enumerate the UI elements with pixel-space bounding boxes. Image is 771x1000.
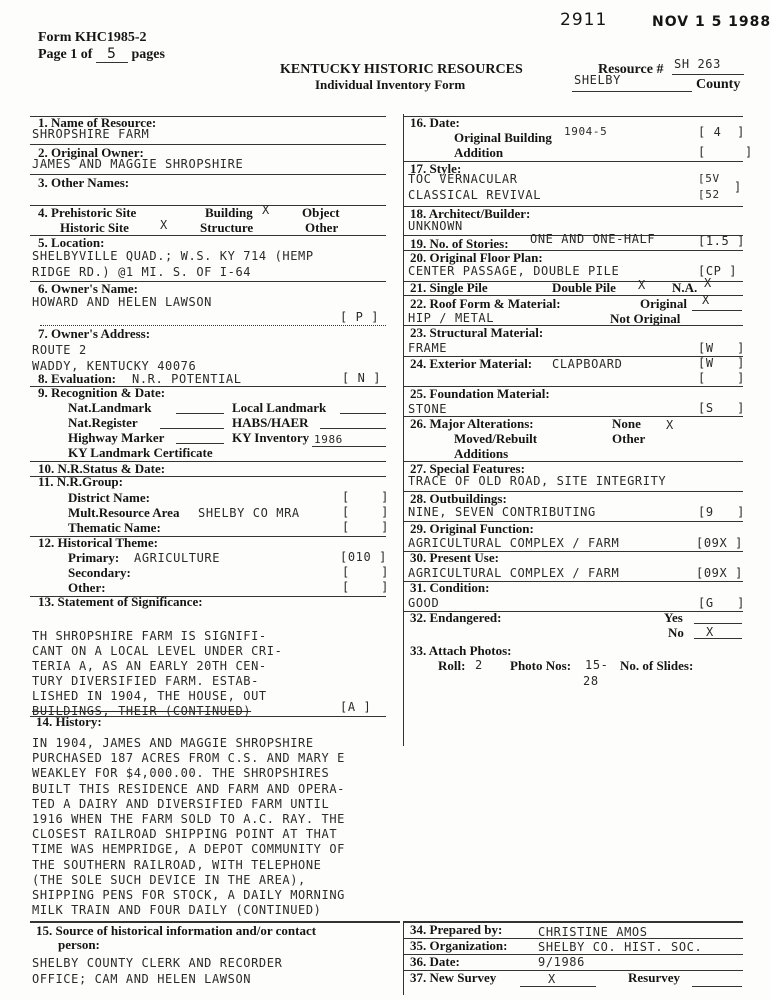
roof-original-mark: X [702, 293, 710, 307]
field-14-label: 14. History: [36, 714, 102, 729]
history-line: PURCHASED 187 ACRES FROM C.S. AND MARY E [32, 751, 345, 766]
stories-value: ONE AND ONE-HALF [530, 232, 656, 246]
photo-nos-label: Photo Nos: [510, 658, 572, 673]
field-22-label: 22. Roof Form & Material: [410, 296, 561, 311]
history-line: MILK TRAIN AND FOUR DAILY (CONTINUED) [32, 903, 322, 918]
field-11-label: 11. N.R.Group: [38, 474, 123, 489]
foundation-value: STONE [408, 402, 448, 416]
history-line: SHIPPING PENS FOR STOCK, A DAILY MORNING [32, 888, 345, 903]
highway-marker-label: Highway Marker [68, 430, 165, 445]
photo-nos-value-2: 28 [583, 674, 599, 688]
structure-label: Structure [200, 220, 254, 235]
resource-number: SH 263 [674, 57, 721, 71]
style-code-1: [5V [698, 172, 720, 185]
roll-label: Roll: [438, 658, 466, 673]
resource-name: SHROPSHIRE FARM [32, 127, 150, 141]
history-line: TIME WAS HEMPRIDGE, A DEPOT COMMUNITY OF [32, 842, 345, 857]
location-line-1: SHELBYVILLE QUAD.; W.S. KY 714 (HEMP [32, 249, 314, 263]
field-24-label: 24. Exterior Material: [410, 356, 533, 371]
na-mark: X [704, 276, 712, 290]
original-building-label: Original Building [454, 130, 552, 145]
field-9-label: 9. Recognition & Date: [38, 385, 166, 400]
new-survey-mark: X [548, 972, 556, 986]
condition-value: GOOD [408, 596, 440, 610]
significance-line: TERIA A, AS AN EARLY 20TH CEN- [32, 659, 267, 673]
page-total: 5 [96, 46, 128, 63]
exterior-code: [W ] [698, 356, 745, 370]
endangered-no-label: No [668, 625, 684, 640]
alterations-none-label: None [612, 416, 641, 431]
original-function-code: [09X ] [696, 536, 743, 550]
primary-theme-code: [010 ] [340, 550, 387, 564]
owner-name: HOWARD AND HELEN LAWSON [32, 295, 212, 309]
field-35-label: 35. Organization: [410, 938, 508, 953]
slides-label: No. of Slides: [620, 658, 694, 673]
condition-code: [G ] [698, 596, 745, 610]
field-27-label: 27. Special Features: [410, 461, 525, 476]
field-25-label: 25. Foundation Material: [410, 386, 550, 401]
special-features-value: TRACE OF OLD ROAD, SITE INTEGRITY [408, 474, 667, 488]
significance-line: BUILDINGS, THEIR (CONTINUED) [32, 704, 252, 718]
new-survey-label: 37. New Survey [410, 970, 497, 985]
form-id: Form KHC1985-2 [38, 30, 147, 45]
field-30-label: 30. Present Use: [410, 550, 499, 565]
roof-original-label: Original [640, 296, 687, 311]
field-2-label: 2. Original Owner: [38, 145, 144, 160]
history-line: 1916 WHEN THE FARM SOLD TO A.C. RAY. THE [32, 812, 345, 827]
addition-code: [ ] [698, 145, 753, 159]
field-26-label: 26. Major Alterations: [410, 416, 534, 431]
source-line-1: SHELBY COUNTY CLERK AND RECORDER [32, 956, 283, 970]
foundation-code: [S ] [698, 401, 745, 415]
object-label: Object [302, 205, 340, 220]
primary-theme-value: AGRICULTURE [134, 551, 221, 565]
na-label: N.A. [672, 280, 698, 295]
county-label: County [696, 77, 741, 92]
endangered-no-mark: X [706, 625, 714, 639]
present-use-value: AGRICULTURAL COMPLEX / FARM [408, 566, 620, 580]
field-13-label: 13. Statement of Significance: [38, 594, 203, 609]
local-landmark-label: Local Landmark [232, 400, 327, 415]
field-1-label: 1. Name of Resource: [38, 115, 157, 130]
field-20-label: 20. Original Floor Plan: [410, 250, 543, 265]
history-text [32, 736, 412, 918]
ky-inventory-label: KY Inventory [232, 430, 310, 445]
original-owner: JAMES AND MAGGIE SHROPSHIRE [32, 157, 244, 171]
thematic-code: [ ] [342, 520, 389, 534]
original-function-value: AGRICULTURAL COMPLEX / FARM [408, 536, 620, 550]
other-theme-code: [ ] [342, 580, 389, 594]
primary-theme-label: Primary: [68, 550, 120, 565]
ky-landmark-label: KY Landmark Certificate [68, 445, 213, 460]
history-line: (THE SOLE SUCH DEVICE IN THE AREA), [32, 872, 306, 887]
field-5-label: 5. Location: [38, 235, 105, 250]
history-line: BUILT THIS RESIDENCE AND FARM AND OPERA- [32, 781, 345, 796]
significance-line: TH SHROPSHIRE FARM IS SIGNIFI- [32, 629, 267, 643]
field-6-label: 6. Owner's Name: [38, 281, 139, 296]
double-pile-label: Double Pile [552, 280, 616, 295]
field-19-label: 19. No. of Stories: [410, 236, 509, 251]
historic-site-mark: X [160, 218, 168, 232]
outbuildings-value: NINE, SEVEN CONTRIBUTING [408, 505, 596, 519]
field-16-label: 16. Date: [410, 115, 460, 130]
field-10-label: 10. N.R.Status & Date: [38, 461, 166, 476]
field-32-label: 32. Endangered: [410, 610, 502, 625]
evaluation-code: [ N ] [342, 371, 382, 385]
field-8-label: 8. Evaluation: [38, 371, 117, 386]
field-29-label: 29. Original Function: [410, 521, 534, 536]
significance-code: [A ] [340, 700, 372, 714]
owner-code: [ P ] [340, 310, 380, 324]
nat-landmark-label: Nat.Landmark [68, 400, 152, 415]
architect-value: UNKNOWN [408, 219, 463, 233]
location-line-2: RIDGE RD.) @1 MI. S. OF I-64 [32, 265, 252, 279]
ky-inventory-value: 1986 [314, 433, 343, 446]
county-value: SHELBY [574, 73, 621, 87]
habs-haer-label: HABS/HAER [232, 415, 309, 430]
additions-label: Additions [454, 446, 509, 461]
alterations-other-mark: X [666, 418, 674, 432]
form-title: KENTUCKY HISTORIC RESOURCES [280, 62, 523, 77]
prepared-by-value: CHRISTINE AMOS [538, 925, 648, 939]
field-18-label: 18. Architect/Builder: [410, 206, 531, 221]
prehistoric-site-label: 4. Prehistoric Site [38, 205, 137, 220]
style-code-2: [52 [698, 188, 720, 201]
significance-line: LISHED IN 1904, THE HOUSE, OUT [32, 689, 267, 703]
style-line-2: CLASSICAL REVIVAL [408, 188, 542, 202]
other-theme-label: Other: [68, 580, 106, 595]
structural-value: FRAME [408, 341, 448, 355]
nat-register-label: Nat.Register [68, 415, 138, 430]
history-line: THE SOUTHERN RAILROAD, WITH TELEPHONE [32, 857, 322, 872]
page-count: Page 1 of 5 pages [38, 46, 165, 62]
evaluation-value: N.R. POTENTIAL [132, 372, 242, 386]
significance-line: TURY DIVERSIFIED FARM. ESTAB- [32, 674, 259, 688]
endangered-yes-label: Yes [664, 610, 683, 625]
history-line: WEAKLEY FOR $4,000.00. THE SHROPSHIRES [32, 766, 330, 781]
field-36-label: 36. Date: [410, 954, 460, 969]
form-subtitle: Individual Inventory Form [315, 77, 466, 92]
thematic-name-label: Thematic Name: [68, 520, 161, 535]
single-pile-label: 21. Single Pile [410, 280, 488, 295]
field-31-label: 31. Condition: [410, 580, 490, 595]
exterior-code-2: [ ] [698, 371, 745, 385]
mult-resource-value: SHELBY CO MRA [198, 506, 300, 520]
exterior-value: CLAPBOARD [552, 357, 623, 371]
handwritten-number: 2911 [560, 10, 608, 30]
prepared-date-value: 9/1986 [538, 955, 585, 969]
style-code-bracket: ] [734, 180, 742, 194]
source-line-2: OFFICE; CAM AND HELEN LAWSON [32, 972, 252, 986]
roof-not-original-label: Not Original [610, 311, 681, 326]
received-date-stamp: NOV 1 5 1988 [652, 14, 771, 30]
history-line: CLOSEST RAILROAD SHIPPING POINT AT THAT [32, 827, 338, 842]
district-name-label: District Name: [68, 490, 150, 505]
field-33-label: 33. Attach Photos: [410, 643, 512, 658]
field-34-label: 34. Prepared by: [410, 922, 503, 937]
history-line: IN 1904, JAMES AND MAGGIE SHROPSHIRE [32, 736, 314, 750]
field-12-label: 12. Historical Theme: [38, 535, 158, 550]
field-7-label: 7. Owner's Address: [38, 326, 151, 341]
significance-line: CANT ON A LOCAL LEVEL UNDER CRI- [32, 644, 283, 658]
roll-value: 2 [475, 658, 483, 672]
floor-plan-value: CENTER PASSAGE, DOUBLE PILE [408, 264, 620, 278]
outbuildings-code: [9 ] [698, 505, 745, 519]
roof-value: HIP / METAL [408, 311, 495, 325]
field-15-label: 15. Source of historical information and/or contact [36, 923, 317, 938]
field-23-label: 23. Structural Material: [410, 325, 544, 340]
owner-address-line-1: ROUTE 2 [32, 343, 87, 357]
history-line: TED A DAIRY AND DIVERSIFIED FARM UNTIL [32, 796, 330, 811]
style-line-1: TOC VERNACULAR [408, 172, 518, 186]
secondary-theme-code: [ ] [342, 565, 389, 579]
original-building-value: 1904-5 [564, 125, 608, 138]
mult-resource-label: Mult.Resource Area [68, 505, 180, 520]
addition-label: Addition [454, 145, 504, 160]
other-label: Other [305, 220, 339, 235]
double-pile-mark: X [638, 278, 646, 292]
mult-resource-code: [ ] [342, 505, 389, 519]
secondary-theme-label: Secondary: [68, 565, 131, 580]
photo-nos-value: 15- [585, 658, 609, 672]
resurvey-label: Resurvey [628, 970, 680, 985]
field-15-label-person: person: [58, 937, 100, 952]
alterations-other-label: Other [612, 431, 646, 446]
building-mark: X [262, 203, 270, 217]
historic-site-label: Historic Site [60, 220, 129, 235]
building-label: Building [205, 205, 253, 220]
stories-code: [1.5 ] [698, 234, 745, 248]
original-building-code: [ 4 ] [698, 125, 745, 139]
structural-code: [W ] [698, 341, 745, 355]
moved-rebuilt-label: Moved/Rebuilt [454, 431, 538, 446]
owner-address-line-2: WADDY, KENTUCKY 40076 [32, 359, 197, 373]
floor-plan-code: [CP ] [698, 264, 738, 278]
field-17-label: 17. Style: [410, 161, 462, 176]
resource-label: Resource # [598, 62, 664, 77]
present-use-code: [09X ] [696, 566, 743, 580]
field-28-label: 28. Outbuildings: [410, 491, 507, 506]
organization-value: SHELBY CO. HIST. SOC. [538, 940, 703, 954]
field-3-label: 3. Other Names: [38, 175, 130, 190]
district-code: [ ] [342, 490, 389, 504]
